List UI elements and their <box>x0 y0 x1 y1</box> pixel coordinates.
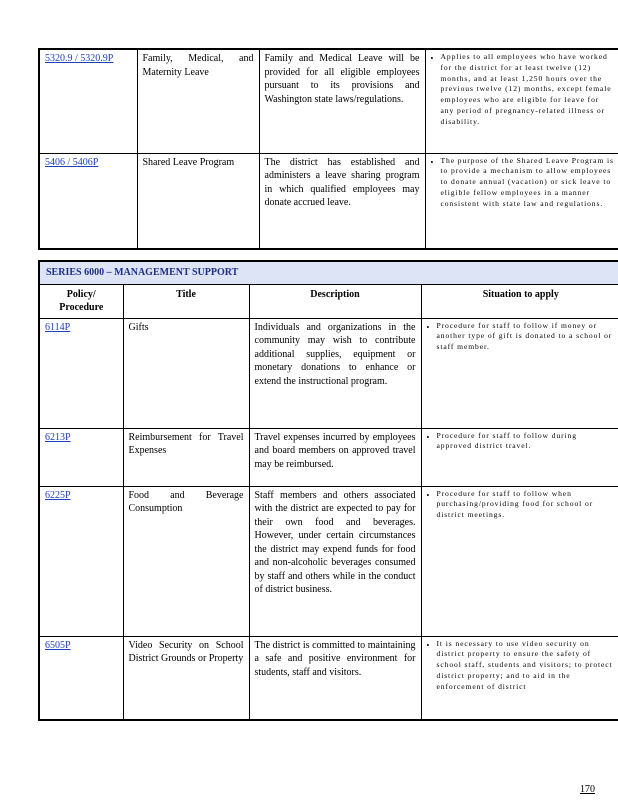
policy-cell <box>39 49 137 153</box>
column-header-situation: Situation to apply <box>421 284 618 318</box>
column-header-description: Description <box>249 284 421 318</box>
title-cell: Video Security on School District Grounds or Property <box>123 636 249 720</box>
situation-cell <box>421 636 618 720</box>
policy-cell <box>39 318 123 428</box>
bullet-icon: • <box>426 432 430 442</box>
situation-cell <box>421 318 618 428</box>
situation-cell <box>421 486 618 636</box>
policy-link[interactable]: 6505P <box>45 639 71 651</box>
bullet-icon: • <box>430 157 434 167</box>
table-row <box>39 49 618 153</box>
situation-cell <box>421 428 618 486</box>
title-cell: Family, Medical, and Maternity Leave <box>137 49 259 153</box>
description-cell: Travel expenses incurred by employees and board members on approved travel may be reimbursed. <box>249 428 421 486</box>
table-row <box>39 486 618 636</box>
description-cell: The district is committed to maintaining a safe and positive environment for students, staff and visitors. <box>249 636 421 720</box>
situation-text: Procedure for staff to follow if money or another type of gift is donated to a school or staff member. <box>436 320 613 352</box>
situation-text: The purpose of the Shared Leave Program is to provide a mechanism to allow employees to donate annual (vacation) or sick leave to eligible fellow employees in a manner consistent with state law and regulations. <box>440 155 614 208</box>
situation-text: Procedure for staff to follow during approved district travel. <box>436 430 577 451</box>
column-header-title: Title <box>123 284 249 318</box>
column-header-row <box>39 284 618 318</box>
policy-cell <box>39 428 123 486</box>
policy-link[interactable]: 6114P <box>45 321 71 333</box>
situation-text: It is necessary to use video security on district property to ensure the safety of school staff, students and visitors; to protect district property; and to aid in the enforcement of district <box>436 638 613 691</box>
description-cell: Staff members and others associated with the district are expected to pay for their own food and beverages. However, under certain circumstances the district may expend funds for food and non-alcoholic beverages consumed by staff and others while in the conduct of district business. <box>249 486 421 636</box>
title-cell: Shared Leave Program <box>137 153 259 249</box>
table-row <box>39 428 618 486</box>
column-header-policy: Policy/ Procedure <box>39 284 123 318</box>
description-cell: Family and Medical Leave will be provided for all eligible employees pursuant to its provisions and Washington state laws/regulations. <box>259 49 425 153</box>
title-cell: Food and Beverage Consumption <box>123 486 249 636</box>
situation-cell <box>425 49 618 153</box>
policy-cell <box>39 636 123 720</box>
title-cell: Gifts <box>123 318 249 428</box>
policy-cell <box>39 153 137 249</box>
policy-link[interactable]: 5406 / 5406P <box>45 156 99 168</box>
table-row <box>39 318 618 428</box>
title-cell: Reimbursement for Travel Expenses <box>123 428 249 486</box>
series-header-row <box>39 261 618 284</box>
bullet-icon: • <box>426 490 430 500</box>
policy-link[interactable]: 5320.9 / 5320.9P <box>45 53 114 64</box>
table-row <box>39 636 618 720</box>
description-cell: Individuals and organizations in the community may wish to contribute additional supplies, equipment or monetary donations to enhance or extend the instructional program. <box>249 318 421 428</box>
situation-cell <box>425 153 618 249</box>
bullet-icon: • <box>430 54 434 63</box>
table-row <box>39 153 618 249</box>
series-label: SERIES 6000 – MANAGEMENT SUPPORT <box>39 261 618 284</box>
policy-table-series-6000 <box>38 260 618 721</box>
bullet-icon: • <box>426 322 430 332</box>
situation-text: Procedure for staff to follow when purchasing/providing food for school or district meetings. <box>436 488 594 520</box>
policy-cell <box>39 486 123 636</box>
policy-link[interactable]: 6213P <box>45 431 71 443</box>
policy-table-continued <box>38 48 618 250</box>
bullet-icon: • <box>426 640 430 650</box>
situation-text: Applies to all employees who have worked for the district for at least twelve (12) months, and at least 1,250 hours over the previous twelve (12) months, except female employees who are eligible for leave for any period of pregnancy-related illness or disability. <box>440 52 612 126</box>
page-number: 170 <box>580 784 595 795</box>
policy-link[interactable]: 6225P <box>45 489 71 501</box>
description-cell: The district has established and administers a leave sharing program in which qualified employees may donate accrued leave. <box>259 153 425 249</box>
